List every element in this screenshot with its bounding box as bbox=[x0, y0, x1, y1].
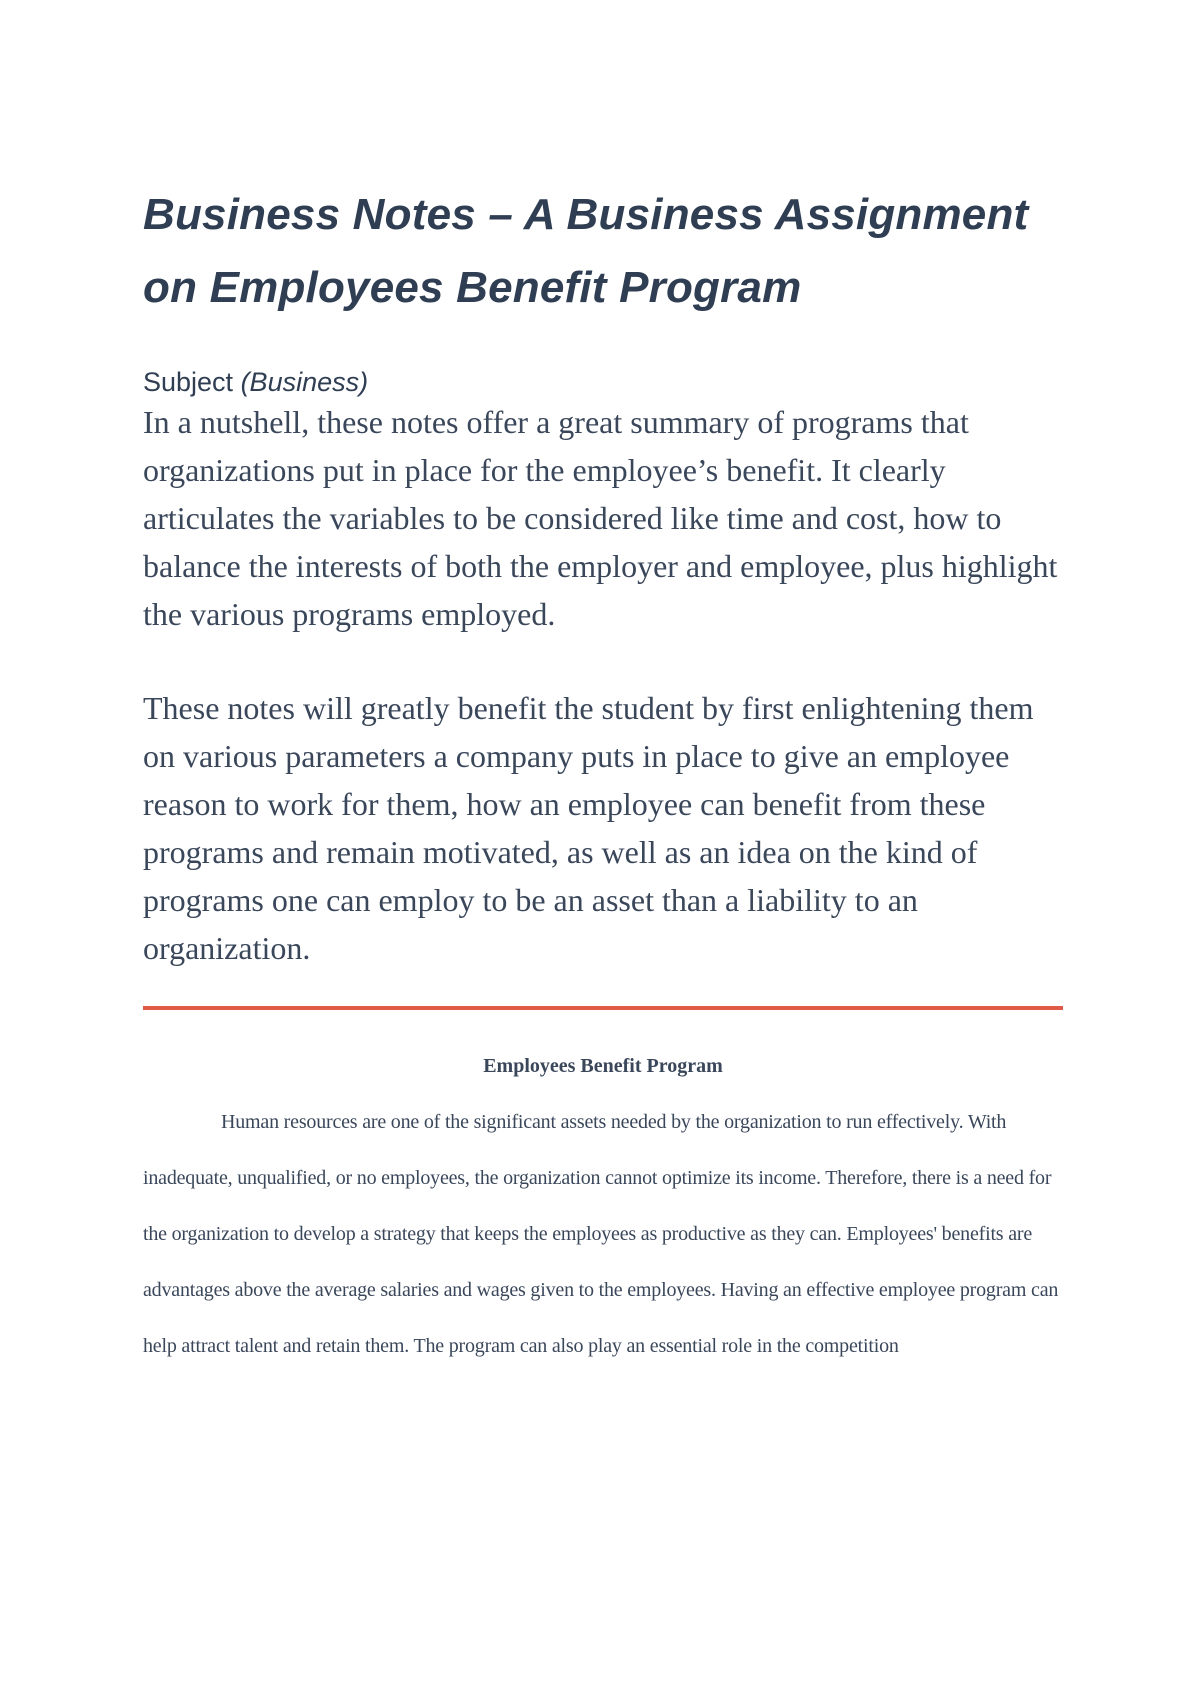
document-title: Business Notes – A Business Assignment on Employees Benefit Program bbox=[143, 190, 1029, 312]
section-heading: Employees Benefit Program bbox=[483, 1055, 723, 1077]
body-paragraph: Human resources are one of the significant assets needed by the organization to run effectively. With inadequate, unqualified, or no employees, the organization cannot optimize its income. Therefore, there is a need for the organization to develop a strategy that keeps the employees as productive as they can. Employees' benefits are advantages above the average salaries and wages given to the employees. Having an effective employee program can help attract talent and retain them. The program can also play an essential role in the competition bbox=[143, 1111, 1059, 1357]
summary-paragraph: These notes will greatly benefit the student by first enlightening them on various parameters a company puts in place to give an employee reason to work for them, how an employee can benefit from these programs and remain motivated, as well as an idea on the kind of programs one can employ to be an asset than a liability to an organization. bbox=[143, 690, 1034, 966]
summary-paragraph: In a nutshell, these notes offer a great summary of programs that organizations put in place for the employee’s benefit. It clearly articulates the variables to be considered like time and cost, how to balance the interests of both the employer and employee, plus highlight the various programs employed. bbox=[143, 404, 1058, 632]
page-content bbox=[143, 178, 1063, 1374]
section-divider bbox=[143, 1006, 1063, 1010]
subject-line bbox=[143, 366, 1063, 398]
subject-label: Subject bbox=[143, 367, 241, 397]
subject-value: (Business) bbox=[240, 367, 369, 397]
